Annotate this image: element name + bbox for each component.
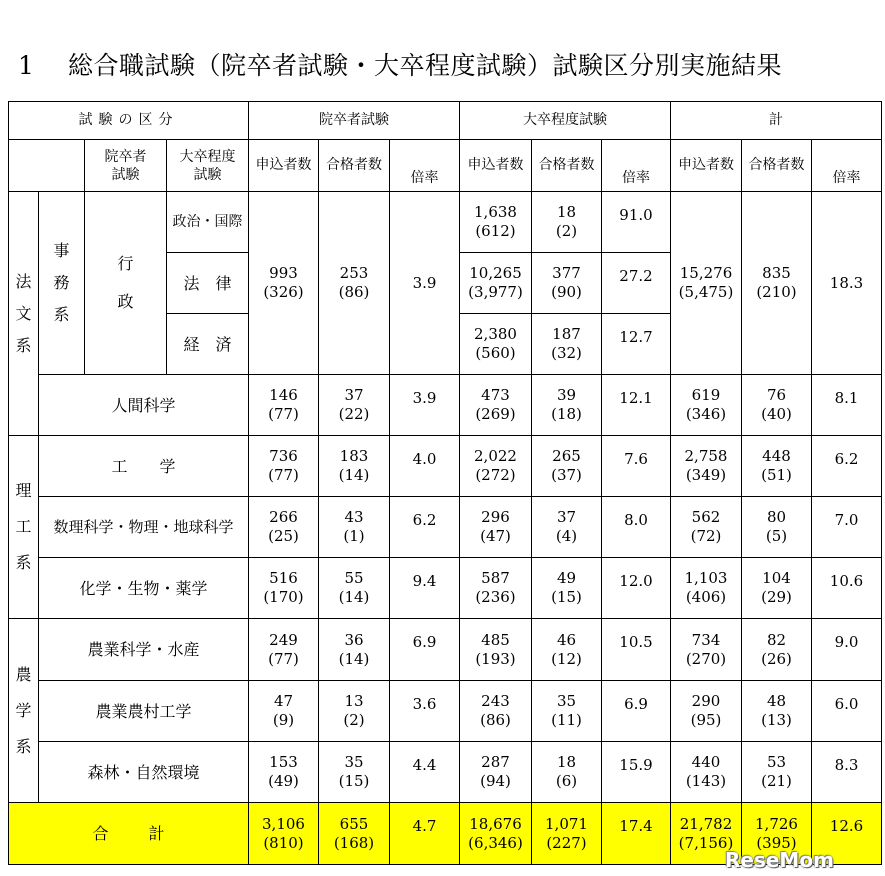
shinrin-total-ratio: 8.3 (812, 742, 882, 803)
grad-ratio-header: 倍率 (390, 140, 460, 192)
nogyo-total-ratio: 9.0 (812, 619, 882, 681)
nogyo-undergrad-passers: 46 (12) (532, 619, 602, 681)
ningen-grad-passers: 37 (22) (319, 375, 390, 436)
row-label-shinrin: 森林・自然環境 (39, 742, 249, 803)
row-label-ningen: 人間科学 (39, 375, 249, 436)
row-label-seiji: 政治・国際 (167, 192, 249, 253)
seiji-u-passers: 18 (2) (532, 192, 602, 253)
keizai-u-ratio: 12.7 (602, 314, 671, 375)
undergrad-group-header: 大卒程度試験 (460, 102, 671, 140)
noson-undergrad-passers: 35 (11) (532, 681, 602, 742)
total-passers-header: 合格者数 (742, 140, 812, 192)
keizai-u-applicants: 2,380 (560) (460, 314, 532, 375)
table-row (9, 497, 882, 558)
suri-grad-applicants: 266 (25) (249, 497, 319, 558)
ningen-total-ratio: 8.1 (812, 375, 882, 436)
total-total-ratio: 12.6 (812, 803, 882, 865)
total-grad-passers: 655 (168) (319, 803, 390, 865)
kogaku-total-applicants: 2,758 (349) (671, 436, 742, 497)
kogaku-undergrad-ratio: 7.6 (602, 436, 671, 497)
undergrad-applicants-header: 申込者数 (460, 140, 532, 192)
row-label-total: 合計 (9, 803, 249, 865)
gyosei-total-ratio: 18.3 (812, 192, 882, 375)
nogyo-grad-ratio: 6.9 (390, 619, 460, 681)
suri-grad-passers: 43 (1) (319, 497, 390, 558)
suri-total-applicants: 562 (72) (671, 497, 742, 558)
total-group-header: 計 (671, 102, 882, 140)
shinrin-undergrad-applicants: 287 (94) (460, 742, 532, 803)
kogaku-grad-ratio: 4.0 (390, 436, 460, 497)
grad-sub-header: 院卒者試験 (85, 140, 167, 192)
shinrin-total-passers: 53 (21) (742, 742, 812, 803)
kogaku-total-passers: 448 (51) (742, 436, 812, 497)
gyosei-grad-ratio: 3.9 (390, 192, 460, 375)
resemom-logo: ReseMom (725, 848, 834, 872)
total-ratio-header: 倍率 (812, 140, 882, 192)
kagaku-total-applicants: 1,103 (406) (671, 558, 742, 619)
shinrin-grad-passers: 35 (15) (319, 742, 390, 803)
row-label-kogaku: 工 学 (39, 436, 249, 497)
horitsu-u-ratio: 27.2 (602, 253, 671, 314)
grad-group-header: 院卒者試験 (249, 102, 460, 140)
seiji-u-ratio: 91.0 (602, 192, 671, 253)
grad-passers-header: 合格者数 (319, 140, 390, 192)
kogaku-total-ratio: 6.2 (812, 436, 882, 497)
nogyo-undergrad-ratio: 10.5 (602, 619, 671, 681)
kogaku-undergrad-applicants: 2,022 (272) (460, 436, 532, 497)
category-header: 試験の区分 (9, 102, 249, 140)
ningen-undergrad-applicants: 473 (269) (460, 375, 532, 436)
kagaku-undergrad-applicants: 587 (236) (460, 558, 532, 619)
kagaku-undergrad-ratio: 12.0 (602, 558, 671, 619)
grad-applicants-header: 申込者数 (249, 140, 319, 192)
kogaku-undergrad-passers: 265 (37) (532, 436, 602, 497)
total-undergrad-passers: 1,071 (227) (532, 803, 602, 865)
noson-grad-passers: 13 (2) (319, 681, 390, 742)
row-label-kagaku: 化学・生物・薬学 (39, 558, 249, 619)
nogyo-grad-passers: 36 (14) (319, 619, 390, 681)
row-label-suri: 数理科学・物理・地球科学 (39, 497, 249, 558)
horitsu-u-applicants: 10,265 (3,977) (460, 253, 532, 314)
total-undergrad-applicants: 18,676 (6,346) (460, 803, 532, 865)
horitsu-u-passers: 377 (90) (532, 253, 602, 314)
row-label-keizai: 経 済 (167, 314, 249, 375)
header-blank (9, 140, 85, 192)
noson-undergrad-ratio: 6.9 (602, 681, 671, 742)
table-row (9, 375, 882, 436)
suri-undergrad-ratio: 8.0 (602, 497, 671, 558)
total-grad-ratio: 4.7 (390, 803, 460, 865)
suri-grad-ratio: 6.2 (390, 497, 460, 558)
table-row (9, 558, 882, 619)
total-grad-applicants: 3,106 (810) (249, 803, 319, 865)
nogyo-total-passers: 82 (26) (742, 619, 812, 681)
total-undergrad-ratio: 17.4 (602, 803, 671, 865)
kagaku-grad-passers: 55 (14) (319, 558, 390, 619)
table-row (9, 619, 882, 681)
gyosei-grad-passers: 253 (86) (319, 192, 390, 375)
group-gyosei: 行 政 (85, 192, 167, 375)
group-law: 法 文 系 (9, 192, 39, 436)
gyosei-total-applicants: 15,276 (5,475) (671, 192, 742, 375)
undergrad-sub-header: 大卒程度試験 (167, 140, 249, 192)
suri-undergrad-applicants: 296 (47) (460, 497, 532, 558)
table-row (9, 681, 882, 742)
ningen-undergrad-ratio: 12.1 (602, 375, 671, 436)
kagaku-grad-ratio: 9.4 (390, 558, 460, 619)
shinrin-grad-applicants: 153 (49) (249, 742, 319, 803)
ningen-grad-ratio: 3.9 (390, 375, 460, 436)
suri-total-passers: 80 (5) (742, 497, 812, 558)
nogyo-grad-applicants: 249 (77) (249, 619, 319, 681)
noson-total-passers: 48 (13) (742, 681, 812, 742)
total-applicants-header: 申込者数 (671, 140, 742, 192)
undergrad-passers-header: 合格者数 (532, 140, 602, 192)
total-total-passers: 1,726 (395) (742, 803, 812, 865)
kagaku-total-passers: 104 (29) (742, 558, 812, 619)
shinrin-undergrad-passers: 18 (6) (532, 742, 602, 803)
noson-total-applicants: 290 (95) (671, 681, 742, 742)
suri-total-ratio: 7.0 (812, 497, 882, 558)
kagaku-undergrad-passers: 49 (15) (532, 558, 602, 619)
gyosei-grad-applicants: 993 (326) (249, 192, 319, 375)
results-table (8, 101, 882, 865)
noson-grad-applicants: 47 (9) (249, 681, 319, 742)
shinrin-undergrad-ratio: 15.9 (602, 742, 671, 803)
shinrin-grad-ratio: 4.4 (390, 742, 460, 803)
title-number: 1 (18, 51, 35, 80)
row-label-noson: 農業農村工学 (39, 681, 249, 742)
noson-grad-ratio: 3.6 (390, 681, 460, 742)
noson-undergrad-applicants: 243 (86) (460, 681, 532, 742)
suri-undergrad-passers: 37 (4) (532, 497, 602, 558)
kogaku-grad-passers: 183 (14) (319, 436, 390, 497)
table-row (9, 436, 882, 497)
ningen-total-passers: 76 (40) (742, 375, 812, 436)
group-science: 理 工 系 (9, 436, 39, 619)
keizai-u-passers: 187 (32) (532, 314, 602, 375)
nogyo-total-applicants: 734 (270) (671, 619, 742, 681)
page-title (18, 46, 782, 82)
undergrad-ratio-header: 倍率 (602, 140, 671, 192)
row-label-nogyo: 農業科学・水産 (39, 619, 249, 681)
ningen-undergrad-passers: 39 (18) (532, 375, 602, 436)
total-total-applicants: 21,782 (7,156) (671, 803, 742, 865)
kogaku-grad-applicants: 736 (77) (249, 436, 319, 497)
nogyo-undergrad-applicants: 485 (193) (460, 619, 532, 681)
title-text: 総合職試験（院卒者試験・大卒程度試験）試験区分別実施結果 (68, 51, 783, 80)
kagaku-total-ratio: 10.6 (812, 558, 882, 619)
shinrin-total-applicants: 440 (143) (671, 742, 742, 803)
group-agri: 農 学 系 (9, 619, 39, 803)
ningen-grad-applicants: 146 (77) (249, 375, 319, 436)
kagaku-grad-applicants: 516 (170) (249, 558, 319, 619)
ningen-total-applicants: 619 (346) (671, 375, 742, 436)
row-label-horitsu: 法 律 (167, 253, 249, 314)
gyosei-total-passers: 835 (210) (742, 192, 812, 375)
noson-total-ratio: 6.0 (812, 681, 882, 742)
group-jimu: 事 務 系 (39, 192, 85, 375)
table-row (9, 742, 882, 803)
seiji-u-applicants: 1,638 (612) (460, 192, 532, 253)
